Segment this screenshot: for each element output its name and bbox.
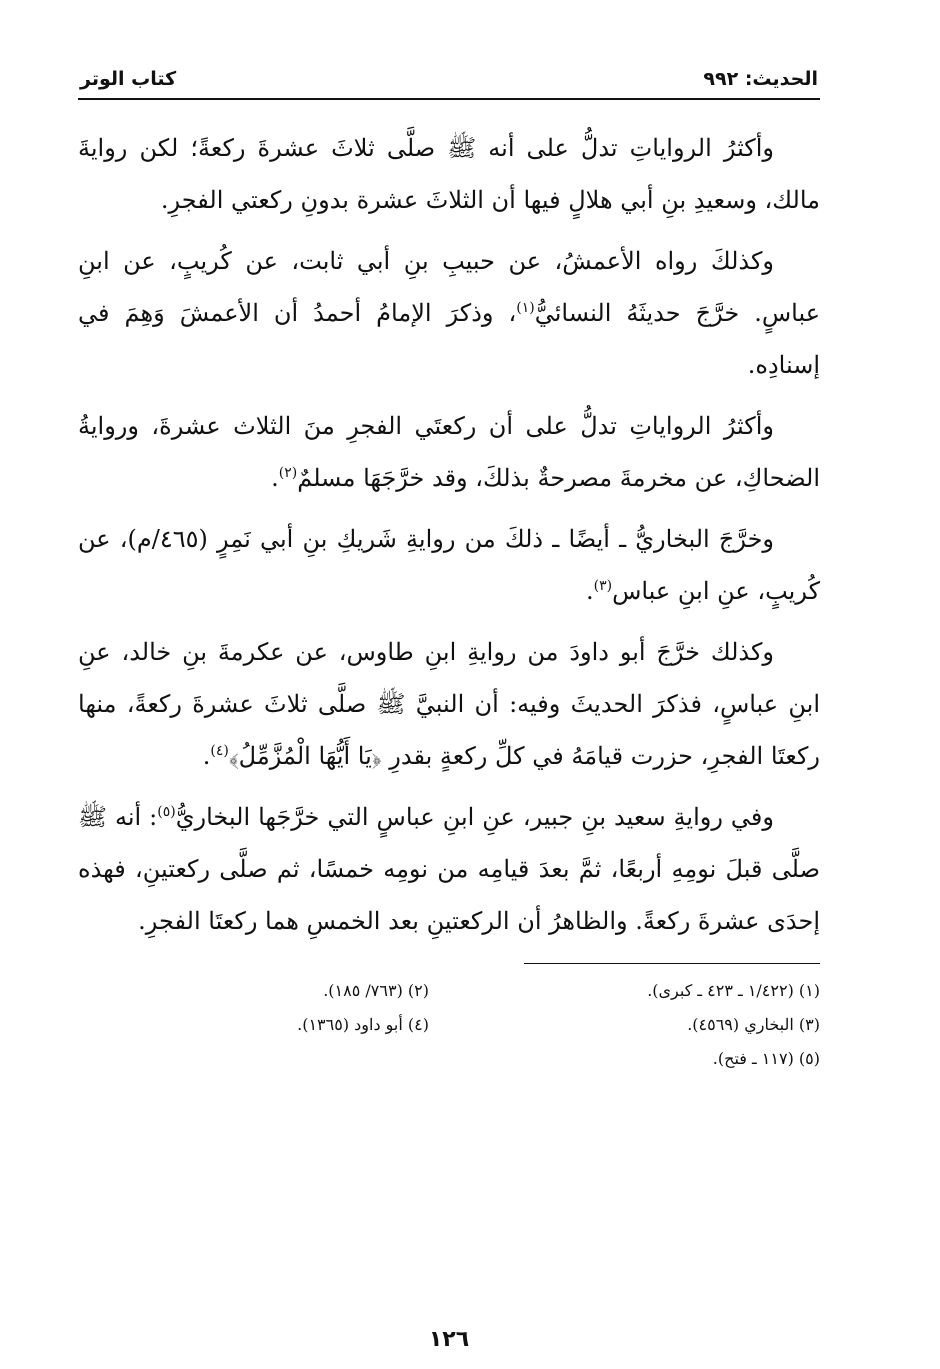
- footnote-divider: [524, 963, 820, 964]
- footnote-3: (٣) البخاري (٤٥٦٩).: [687, 1015, 820, 1034]
- paragraph-text: : أنه ﷺ صلَّى قبلَ نومِهِ أربعًا، ثمَّ بعدَ قيامِه من نومِه خمسًا، ثم صلَّى ركعتينِ، فهذه إحدَى عشرةَ ركعةً. والظاهرُ أن الركعتينِ بعد الخمسِ هما ركعتَا الفجرِ.: [78, 803, 820, 935]
- paragraph-text: وأكثرُ الرواياتِ تدلُّ على أن ركعتَي الفجرِ منَ الثلاث عشرةَ، وروايةُ الضحاكِ، عن مخرمةَ مصرحةٌ بذلكَ، وقد خرَّجَهَا مسلمٌ: [78, 412, 820, 492]
- footnote-ref[interactable]: (١): [516, 300, 535, 316]
- paragraph: [78, 513, 820, 617]
- paragraph-text: ، وذكرَ الإمامُ أحمدُ أن الأعمشَ وَهِمَ في إسنادِه.: [78, 299, 820, 379]
- paragraph-text: .: [585, 577, 594, 605]
- paragraph-text: .: [202, 742, 211, 770]
- hadith-number: الحديث: ٩٩٢: [703, 68, 818, 90]
- footnote-ref[interactable]: (٥): [157, 804, 176, 820]
- paragraph: [78, 122, 820, 226]
- footnote-ref[interactable]: (٢): [278, 465, 298, 481]
- footnote-1: (١) (١/٤٢٢ ـ ٤٢٣ ـ كبرى).: [647, 981, 820, 1000]
- footnote-4: (٤) أبو داود (١٣٦٥).: [297, 1015, 429, 1034]
- paragraph-text: وخرَّجَ البخاريُّ ـ أيضًا ـ ذلكَ من روايةِ شَريكِ بنِ أبي نَمِرٍ (٤٦٥/م)، عن كُريبٍ، عنِ ابنِ عباس: [78, 525, 820, 605]
- paragraph: [78, 235, 820, 391]
- footnote-2: (٢) (٧٦٣/ ١٨٥).: [323, 981, 429, 1000]
- main-text: [78, 122, 820, 947]
- paragraph-text: وفي روايةِ سعيد بنِ جبير، عنِ ابنِ عباسٍ التي خرَّجَها البخاريُّ: [175, 803, 774, 831]
- running-head: [78, 62, 820, 100]
- footnotes: [78, 978, 820, 1072]
- paragraph-text: وأكثرُ الرواياتِ تدلُّ على أنه ﷺ صلَّى ثلاثَ عشرةَ ركعةً؛ لكن روايةَ مالك، وسعيدِ بنِ أبي هلالٍ فيها أن الثلاثَ عشرة بدونِ ركعتي الفجرِ.: [78, 134, 820, 214]
- book-title: كتاب الوتر: [80, 68, 177, 90]
- paragraph-text: وكذلك خرَّجَ أبو داودَ من روايةِ ابنِ طاوس، عن عكرمةَ بنِ خالد، عنِ ابنِ عباسٍ، فذكرَ الحديثَ وفيه: أن النبيَّ ﷺ صلَّى ثلاثَ عشرةَ ركعةً، منها ركعتَا الفجرِ، حزرت قيامَهُ في كلِّ ركعةٍ بقدرِ ﴿يَا أَيُّهَا الْمُزَّمِّلُ﴾: [78, 638, 820, 770]
- paragraph-text: وكذلكَ رواه الأعمشُ، عن حبيبِ بنِ أبي ثابت، عن كُريبٍ، عن ابنِ عباسٍ. خرَّجَ حديثَهُ النسائيُّ: [78, 247, 821, 327]
- paragraph: [78, 791, 820, 947]
- paragraph-text: .: [271, 464, 279, 492]
- paragraph: [78, 400, 820, 504]
- footnote-ref[interactable]: (٤): [210, 743, 229, 759]
- book-page: [78, 62, 820, 1352]
- paragraph: [78, 626, 820, 782]
- footnote-5: (٥) (١١٧ ـ فتح).: [712, 1049, 820, 1068]
- page-number: ١٢٦: [428, 1327, 470, 1352]
- footnote-ref[interactable]: (٣): [593, 578, 613, 594]
